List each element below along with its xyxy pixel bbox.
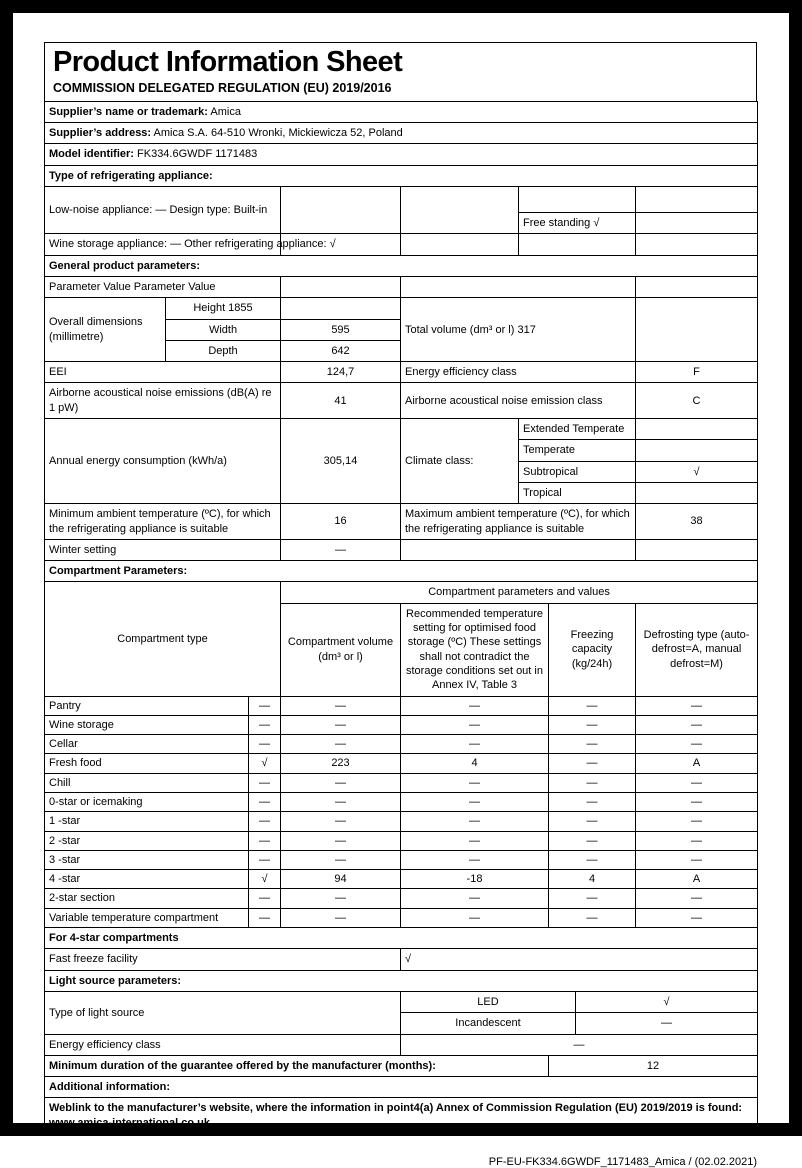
empty-cell (636, 298, 758, 362)
supplier-name-value: Amica (210, 105, 241, 118)
compartment-volume: 223 (281, 754, 401, 773)
empty-cell (401, 187, 519, 234)
compartment-name: 2-star section (45, 889, 249, 908)
empty-cell (281, 276, 401, 297)
four-star-table (44, 927, 758, 971)
compartment-present: — (249, 735, 281, 754)
fast-freeze-value: √ (401, 949, 758, 970)
light-name: LED (401, 991, 576, 1012)
compartment-name: Chill (45, 773, 249, 792)
compartment-volume: — (281, 889, 401, 908)
compartment-name: 1 -star (45, 812, 249, 831)
compartment-row-fresh-food (45, 754, 758, 773)
climate-class-label: Climate class: (401, 419, 519, 504)
parameter-header-row (45, 276, 758, 297)
model-identifier-label: Model identifier: (49, 148, 134, 161)
compartments-heading-row (45, 561, 758, 582)
max-temp-label: Maximum ambient temperature (ºC), for which the refrigerating appliance is suitable (401, 504, 636, 540)
height-cell: Height 1855 (166, 298, 281, 319)
compartment-row-0-star (45, 792, 758, 811)
compartment-name: 2 -star (45, 831, 249, 850)
light-name: Incandescent (401, 1013, 576, 1034)
energy-class-value: F (636, 362, 758, 383)
empty-cell (636, 276, 758, 297)
compartment-defrost: A (636, 754, 758, 773)
identity-table (44, 101, 758, 187)
winter-setting-value: — (281, 539, 401, 560)
light-heading-row (45, 970, 758, 991)
compartment-name: 4 -star (45, 870, 249, 889)
annual-energy-label: Annual energy consumption (kWh/a) (45, 419, 281, 504)
climate-name: Temperate (519, 440, 636, 461)
compartment-present: — (249, 715, 281, 734)
compartment-row-cellar (45, 735, 758, 754)
compartment-row-4-star (45, 870, 758, 889)
wine-storage-appliance-row (45, 234, 758, 255)
compartment-row-3-star (45, 850, 758, 869)
guarantee-table (44, 1055, 758, 1077)
compartment-temp: — (401, 735, 549, 754)
compartment-row-2-star-section (45, 889, 758, 908)
eei-row (45, 362, 758, 383)
type-section-heading-row (45, 165, 758, 186)
climate-row-extended-temperate (45, 419, 758, 440)
eei-label: EEI (45, 362, 281, 383)
regulation-subtitle: COMMISSION DELEGATED REGULATION (EU) 2019/2016 (53, 80, 392, 95)
model-identifier-cell (45, 144, 758, 165)
compartments-group-header: Compartment parameters and values (281, 582, 758, 603)
low-noise-cell: Low-noise appliance: — Design type: Built-in (45, 187, 281, 234)
col-header-volume: Compartment volume (dm³ or l) (281, 603, 401, 696)
compartment-freezing: — (549, 754, 636, 773)
wine-storage-appliance-cell: Wine storage appliance: — Other refrigerating appliance: √ (45, 234, 281, 255)
winter-setting-label: Winter setting (45, 539, 281, 560)
compartments-group-header-row (45, 582, 758, 603)
compartment-volume: — (281, 792, 401, 811)
climate-mark (636, 419, 758, 440)
compartment-freezing: 4 (549, 870, 636, 889)
page-title: Product Information Sheet (53, 46, 403, 78)
compartment-temp: — (401, 850, 549, 869)
compartment-volume: — (281, 812, 401, 831)
compartments-heading: Compartment Parameters: (45, 561, 758, 582)
compartment-name: 0-star or icemaking (45, 792, 249, 811)
light-mark: √ (576, 991, 758, 1012)
depth-label: Depth (166, 340, 281, 361)
max-temp-value: 38 (636, 504, 758, 540)
empty-cell (636, 187, 758, 213)
ambient-temp-row (45, 504, 758, 540)
width-label: Width (166, 319, 281, 340)
compartment-defrost: — (636, 908, 758, 927)
compartment-present: — (249, 850, 281, 869)
compartment-volume: — (281, 908, 401, 927)
compartment-volume: — (281, 831, 401, 850)
empty-cell (636, 234, 758, 255)
compartment-name: 3 -star (45, 850, 249, 869)
light-eec-value: — (401, 1034, 758, 1055)
compartment-present: — (249, 812, 281, 831)
compartment-defrost: — (636, 696, 758, 715)
noise-value: 41 (281, 383, 401, 419)
title-block (44, 42, 757, 102)
light-row-led (45, 991, 758, 1012)
empty-cell (636, 213, 758, 234)
compartment-volume: — (281, 696, 401, 715)
light-source-table (44, 970, 758, 1035)
parameter-header-cell: Parameter Value Parameter Value (45, 276, 281, 297)
compartment-temp: — (401, 773, 549, 792)
compartment-present: — (249, 696, 281, 715)
footer-text: PF-EU-FK334.6GWDF_1171483_Amica / (02.02.2021) (488, 1156, 757, 1168)
model-identifier-row (45, 144, 758, 165)
compartment-freezing: — (549, 850, 636, 869)
compartment-row-1-star (45, 812, 758, 831)
empty-cell (401, 539, 636, 560)
compartment-row-wine-storage (45, 715, 758, 734)
additional-info-table (44, 1076, 758, 1134)
depth-value: 642 (281, 340, 401, 361)
compartment-freezing: — (549, 831, 636, 850)
additional-heading-row (45, 1077, 758, 1098)
climate-mark (636, 440, 758, 461)
height-row (45, 298, 758, 319)
compartment-temp: — (401, 812, 549, 831)
compartment-freezing: — (549, 715, 636, 734)
fast-freeze-label: Fast freeze facility (45, 949, 401, 970)
compartment-present: √ (249, 870, 281, 889)
compartment-volume: 94 (281, 870, 401, 889)
annual-energy-value: 305,14 (281, 419, 401, 504)
eei-value: 124,7 (281, 362, 401, 383)
light-eec-row (45, 1034, 758, 1055)
supplier-name-label: Supplier’s name or trademark: (49, 105, 208, 118)
noise-class-label: Airborne acoustical noise emission class (401, 383, 636, 419)
compartment-defrost: A (636, 870, 758, 889)
fast-freeze-row (45, 949, 758, 970)
compartment-present: — (249, 831, 281, 850)
compartment-defrost: — (636, 773, 758, 792)
general-header-table (44, 255, 758, 299)
compartment-name: Cellar (45, 735, 249, 754)
compartment-name: Wine storage (45, 715, 249, 734)
eei-noise-table (44, 361, 758, 419)
compartment-freezing: — (549, 735, 636, 754)
winter-setting-row (45, 539, 758, 560)
compartment-row-pantry (45, 696, 758, 715)
noise-row (45, 383, 758, 419)
dimensions-label: Overall dimensions (millimetre) (45, 298, 166, 362)
type-section-table (44, 186, 758, 256)
empty-cell (281, 187, 401, 234)
compartment-defrost: — (636, 889, 758, 908)
climate-mark (636, 482, 758, 503)
total-volume-cell: Total volume (dm³ or l) 317 (401, 298, 636, 362)
guarantee-row (45, 1055, 758, 1076)
compartment-defrost: — (636, 831, 758, 850)
general-heading-row (45, 255, 758, 276)
free-standing-cell: Free standing √ (519, 213, 636, 234)
supplier-name-row (45, 101, 758, 122)
compartment-present: — (249, 792, 281, 811)
compartment-volume: — (281, 735, 401, 754)
compartment-volume: — (281, 850, 401, 869)
compartment-row-chill (45, 773, 758, 792)
compartment-temp: — (401, 715, 549, 734)
compartment-temp: — (401, 889, 549, 908)
col-header-temp: Recommended temperature setting for optimised food storage (ºC) These settings shall not contradict the storage conditions set out in Annex IV, Table 3 (401, 603, 549, 696)
compartment-defrost: — (636, 715, 758, 734)
empty-cell (281, 298, 401, 319)
supplier-address-value: Amica S.A. 64-510 Wronki, Mickiewicza 52, Poland (153, 127, 403, 140)
width-value: 595 (281, 319, 401, 340)
col-header-defrost: Defrosting type (auto-defrost=A, manual defrost=M) (636, 603, 758, 696)
supplier-address-label: Supplier’s address: (49, 127, 152, 140)
weblink-row (45, 1098, 758, 1134)
compartment-freezing: — (549, 792, 636, 811)
light-heading: Light source parameters: (45, 970, 758, 991)
model-identifier-value: FK334.6GWDF 1171483 (137, 148, 258, 161)
col-header-freezing: Freezing capacity (kg/24h) (549, 603, 636, 696)
empty-cell (519, 234, 636, 255)
empty-cell (401, 234, 519, 255)
energy-class-label: Energy efficiency class (401, 362, 636, 383)
compartment-freezing: — (549, 908, 636, 927)
compartment-defrost: — (636, 792, 758, 811)
compartment-row-variable-temp (45, 908, 758, 927)
compartment-present: — (249, 773, 281, 792)
light-eec-label: Energy efficiency class (45, 1034, 401, 1055)
compartment-freezing: — (549, 889, 636, 908)
compartment-freezing: — (549, 812, 636, 831)
compartment-present: — (249, 889, 281, 908)
compartment-temp: 4 (401, 754, 549, 773)
supplier-name-cell (45, 101, 758, 122)
compartment-temp: — (401, 908, 549, 927)
type-section-heading: Type of refrigerating appliance: (45, 165, 758, 186)
additional-heading: Additional information: (45, 1077, 758, 1098)
light-type-label: Type of light source (45, 991, 401, 1034)
dimensions-table (44, 297, 758, 362)
compartment-freezing: — (549, 696, 636, 715)
empty-cell (519, 187, 636, 213)
four-star-heading: For 4-star compartments (45, 928, 758, 949)
compartment-temp: — (401, 792, 549, 811)
climate-name: Extended Temperate (519, 419, 636, 440)
climate-mark: √ (636, 461, 758, 482)
energy-climate-table (44, 418, 758, 504)
compartment-defrost: — (636, 735, 758, 754)
min-temp-label: Minimum ambient temperature (ºC), for which the refrigerating appliance is suitable (45, 504, 281, 540)
product-info-sheet (44, 42, 757, 1168)
compartment-name: Pantry (45, 696, 249, 715)
compartment-name: Fresh food (45, 754, 249, 773)
compartment-name: Variable temperature compartment (45, 908, 249, 927)
compartment-freezing: — (549, 773, 636, 792)
low-noise-row (45, 187, 758, 213)
compartment-row-2-star (45, 831, 758, 850)
min-temp-value: 16 (281, 504, 401, 540)
light-mark: — (576, 1013, 758, 1034)
compartment-volume: — (281, 715, 401, 734)
light-eec-table (44, 1034, 758, 1056)
four-star-heading-row (45, 928, 758, 949)
supplier-address-cell (45, 123, 758, 144)
climate-name: Subtropical (519, 461, 636, 482)
compartments-table (44, 560, 758, 928)
compartment-temp: — (401, 831, 549, 850)
general-heading: General product parameters: (45, 255, 758, 276)
compartment-present: √ (249, 754, 281, 773)
weblink-text: Weblink to the manufacturer’s website, where the information in point4(a) Annex of Commission Regulation (EU) 2019/2019 is found: www.amica-international.co.uk (45, 1098, 758, 1134)
guarantee-value: 12 (549, 1055, 758, 1076)
ambient-temp-table (44, 503, 758, 561)
compartment-present: — (249, 908, 281, 927)
compartment-volume: — (281, 773, 401, 792)
empty-cell (401, 276, 636, 297)
supplier-address-row (45, 123, 758, 144)
compartment-temp: -18 (401, 870, 549, 889)
compartment-defrost: — (636, 850, 758, 869)
compartment-temp: — (401, 696, 549, 715)
guarantee-label: Minimum duration of the guarantee offered by the manufacturer (months): (45, 1055, 549, 1076)
noise-class-value: C (636, 383, 758, 419)
empty-cell (636, 539, 758, 560)
compartment-defrost: — (636, 812, 758, 831)
climate-name: Tropical (519, 482, 636, 503)
noise-label: Airborne acoustical noise emissions (dB(A) re 1 pW) (45, 383, 281, 419)
compartment-type-header: Compartment type (45, 582, 281, 696)
